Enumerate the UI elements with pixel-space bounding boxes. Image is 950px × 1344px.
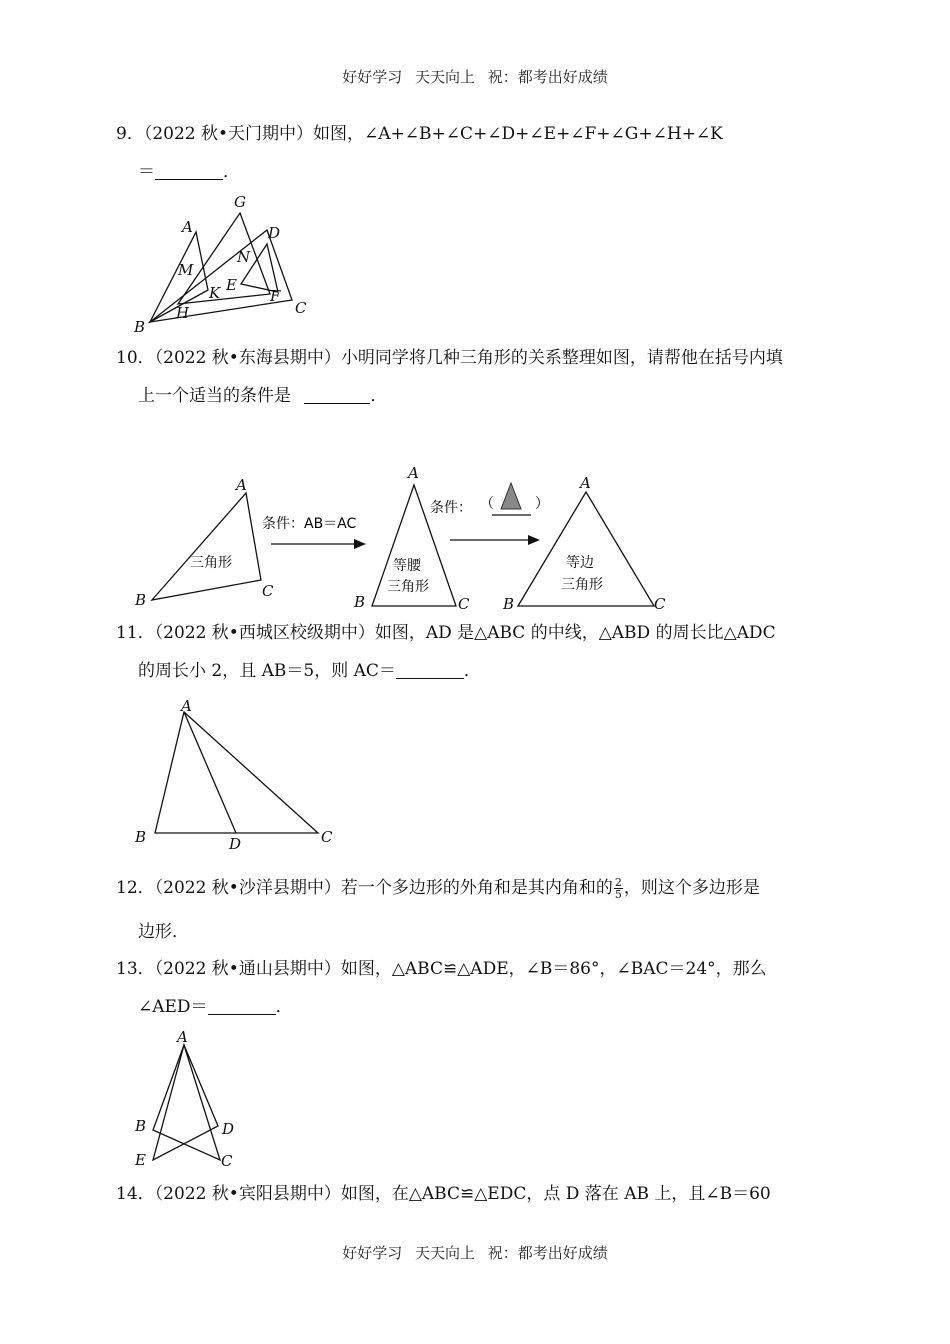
q10-label-c2: C [458, 595, 470, 613]
q10-tri1-text: 三角形 [190, 555, 232, 571]
q11-answer-blank[interactable] [396, 662, 464, 679]
q10-line1: 10．（2022 秋•东海县期中）小明同学将几种三角形的关系整理如图，请帮他在括号内填 [116, 348, 783, 368]
q13-answer-blank[interactable] [208, 998, 276, 1015]
q11-median-ad [184, 712, 236, 833]
q13-label-c: C [221, 1152, 233, 1170]
q12-frac-den: 5 [614, 888, 622, 901]
page-footer: 好好学习 天天向上 祝：都考出好成绩 [342, 1244, 608, 1262]
q10-cond2-label: 条件： [430, 500, 472, 516]
q13-labels [134, 1028, 234, 1170]
q10-cond2-close: ） [535, 496, 549, 512]
q11-line1: 11．（2022 秋•西城区校级期中）如图，AD 是△ABC 的中线，△ABD 的周长比△ADC [116, 623, 776, 643]
q9-label-k: K [209, 284, 221, 302]
page-header: 好好学习 天天向上 祝：都考出好成绩 [342, 68, 608, 86]
q11-label-d: D [229, 835, 242, 853]
q10-cond2-open: （ [480, 496, 494, 512]
q10-tri3-text1: 等边 [566, 555, 594, 571]
q9-label-a: A [182, 218, 193, 236]
q12-prompt: 12．（2022 秋•沙洋县期中）若一个多边形的外角和是其内角和的 [116, 878, 613, 898]
q10-figure [152, 483, 654, 606]
q13-label-e: E [135, 1151, 146, 1169]
q10-label-b2: B [354, 593, 366, 611]
q10-arrow1-head [354, 539, 366, 549]
q10-prompt: 上一个适当的条件是 [138, 386, 291, 406]
q12-line1 [116, 876, 840, 900]
q11-line2 [138, 659, 862, 683]
q10-label-a1: A [236, 476, 247, 494]
q9-label-b: B [134, 318, 146, 336]
q11-figure [155, 712, 318, 833]
q9-label-e: E [226, 276, 237, 294]
q9-label-m: M [178, 261, 194, 279]
q13-period: ． [275, 997, 293, 1017]
q13-line2 [138, 995, 862, 1019]
q10-hint-triangle-icon [501, 483, 521, 509]
q11-prompt: 的周长小 2，且 AB＝5，则 AC＝ [138, 661, 396, 681]
q11-label-b: B [135, 828, 147, 846]
q10-label-b1: B [135, 591, 147, 609]
q13-line1: 13．（2022 秋•通山县期中）如图，△ABC≌△ADE，∠B＝86°，∠BAC＝24°，那么 [116, 959, 767, 979]
q10-arrow2-head [528, 535, 540, 545]
q9-label-n: N [237, 248, 251, 266]
q10-tri3-text2: 三角形 [561, 577, 603, 593]
q10-label-a3: A [580, 474, 591, 492]
q12-frac-num: 2 [614, 876, 622, 889]
q11-label-a: A [181, 697, 192, 715]
q13-label-a: A [177, 1028, 188, 1046]
q10-label-a2: A [408, 464, 419, 482]
q9-line1: 9．（2022 秋•天门期中）如图，∠A+∠B+∠C+∠D+∠E+∠F+∠G+∠H+∠K [116, 124, 723, 144]
q10-tri2-text1: 等腰 [393, 558, 421, 574]
q9-label-g: G [234, 193, 246, 211]
q9-label-h: H [176, 304, 190, 322]
q10-answer-blank[interactable] [304, 387, 370, 404]
q9-label-d: D [268, 224, 281, 242]
q11-labels [134, 697, 333, 853]
q12-fraction [614, 877, 623, 900]
q10-tri2-text2: 三角形 [387, 579, 429, 595]
q11-period: ． [463, 661, 481, 681]
q10-label-c1: C [262, 582, 274, 600]
q12-line2: 边形． [138, 922, 189, 942]
q13-label-d: D [222, 1120, 235, 1138]
q9-equals: ＝ [138, 162, 155, 182]
q14-line1: 14．（2022 秋•宾阳县期中）如图，在△ABC≌△EDC，点 D 落在 AB 上，且∠B＝60 [116, 1184, 771, 1204]
q11-label-c: C [321, 828, 333, 846]
q10-label-c3: C [654, 595, 666, 613]
q10-period: ． [370, 386, 388, 406]
q9-period: ． [223, 162, 240, 182]
q11-triangle-abc [155, 712, 318, 833]
q13-figure [153, 1045, 220, 1160]
q12-prompt-end: ，则这个多边形是 [623, 878, 760, 898]
q10-line2 [138, 384, 862, 408]
q9-triangle-bdc [150, 230, 292, 322]
q13-prompt: ∠AED＝ [138, 997, 208, 1017]
q9-label-f: F [270, 287, 281, 305]
q10-label-b3: B [503, 595, 515, 613]
q10-triangle-general [152, 493, 261, 600]
q10-cond1-text: 条件：AB＝AC [262, 516, 357, 532]
q13-label-b: B [135, 1117, 147, 1135]
q9-label-c: C [295, 299, 307, 317]
